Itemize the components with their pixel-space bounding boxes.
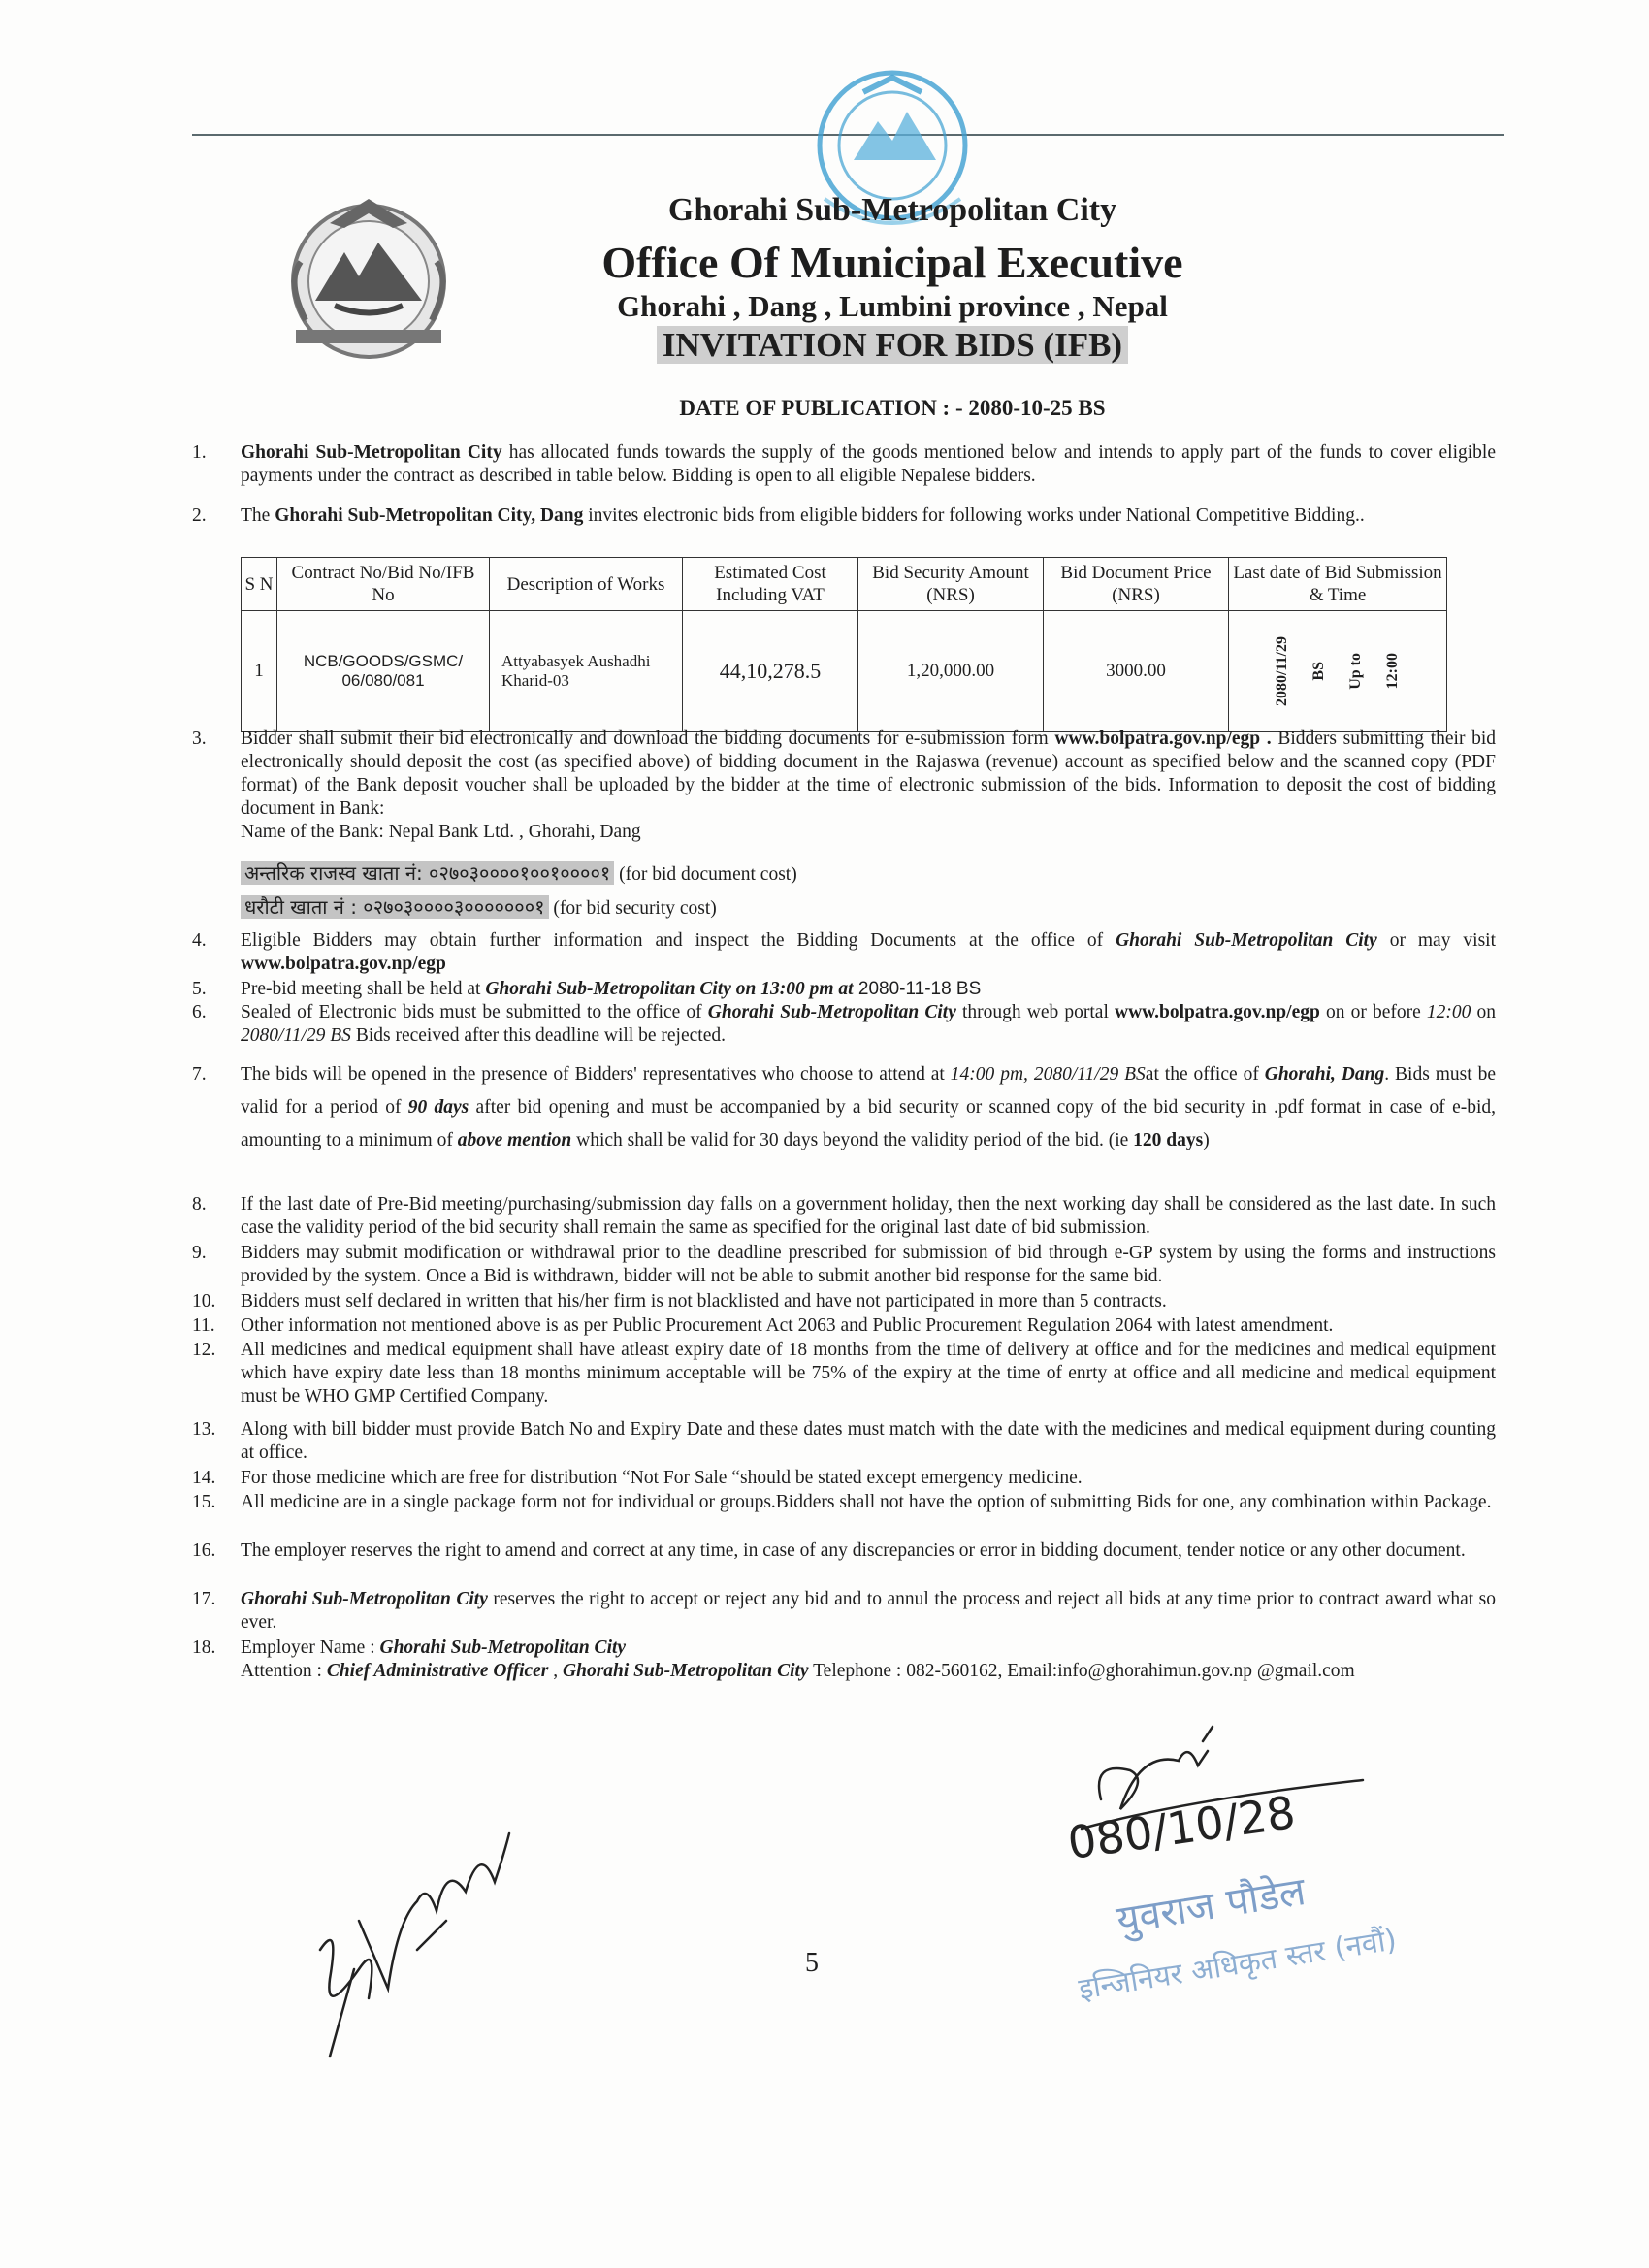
item-14: For those medicine which are free for distribution “Not For Sale “should be stated except emergency medicine. (241, 1468, 1083, 1488)
item-13: Along with bill bidder must provide Batch No and Expiry Date and these dates must match with the date with the medicines and medical equipment during counting at office. (241, 1419, 1496, 1463)
stamp-name: युवराज पौडेल (1114, 1868, 1309, 1944)
header-address: Ghorahi , Dang , Lumbini province , Nepal (617, 289, 1168, 323)
item-number: 8. (192, 1194, 207, 1215)
item-number: 4. (192, 930, 207, 951)
col-sn: S N (242, 558, 277, 611)
signature-left-icon (301, 1804, 524, 2066)
item-number: 13. (192, 1419, 216, 1440)
item-number: 2. (192, 505, 207, 526)
item-number: 5. (192, 979, 207, 999)
item-number: 10. (192, 1291, 216, 1312)
col-contract: Contract No/Bid No/IFB No (277, 558, 490, 611)
cell-sn: 1 (242, 611, 277, 732)
table-header-row (242, 558, 1447, 611)
lastdate-time: 12:00 (1384, 653, 1401, 690)
page-number: 5 (805, 1948, 819, 1978)
cell-lastdate (1229, 611, 1447, 732)
item-16: The employer reserves the right to amend and correct at any time, in case of any discrepancies or error in bidding document, tender notice or any other document. (241, 1540, 1466, 1561)
col-lastdate: Last date of Bid Submission & Time (1229, 558, 1447, 611)
item-5: Pre-bid meeting shall be held at Ghorahi Sub-Metropolitan City on 13:00 pm at 2080-11-18 BS (241, 979, 982, 999)
item-8: If the last date of Pre-Bid meeting/purchasing/submission day falls on a government holiday, then the next working day shall be considered as the last date. In such case the validity period of the bid security shall remain the same as specified for the original last date of bid submission. (241, 1194, 1496, 1238)
item-number: 9. (192, 1243, 207, 1263)
item-number: 15. (192, 1492, 216, 1512)
item-number: 18. (192, 1637, 216, 1658)
item-number: 12. (192, 1340, 216, 1360)
cell-description: Attyabasyek Aushadhi Kharid-03 (490, 611, 683, 732)
cell-cost: 44,10,278.5 (683, 611, 858, 732)
cell-price: 3000.00 (1044, 611, 1229, 732)
item-number: 6. (192, 1002, 207, 1022)
item-15: All medicine are in a single package form not for individual or groups.Bidders shall not have the option of submitting Bids for one, any combination within Package. (241, 1492, 1492, 1512)
item-10: Bidders must self declared in written that his/her firm is not blacklisted and have not participated in more than 5 contracts. (241, 1291, 1167, 1312)
bid-table (241, 557, 1447, 732)
lastdate-date: 2080/11/29 (1274, 635, 1290, 706)
signature-date: 080/10/28 (1064, 1785, 1299, 1870)
item-11: Other information not mentioned above is as per Public Procurement Act 2063 and Public Procurement Regulation 2064 with latest amendment. (241, 1315, 1334, 1336)
lastdate-upto: Up to (1347, 653, 1364, 690)
publication-date: DATE OF PUBLICATION : - 2080-10-25 BS (679, 396, 1106, 420)
col-price: Bid Document Price (NRS) (1044, 558, 1229, 611)
table-row (242, 611, 1447, 732)
stamp-designation: इन्जिनियर अधिकृत स्तर (नवौं) (1076, 1923, 1400, 2007)
item-2: The Ghorahi Sub-Metropolitan City, Dang invites electronic bids from eligible bidders for following works under National Competitive Bidding.. (241, 505, 1365, 526)
header-ifb-title: INVITATION FOR BIDS (IFB) (407, 326, 1377, 365)
cell-security: 1,20,000.00 (858, 611, 1044, 732)
lastdate-bs: BS (1310, 662, 1327, 681)
item-3: Bidder shall submit their bid electronically and download the bidding documents for e-submission form www.bolpatra.gov.np/egp . Bidders submitting their bid electronically should deposit the cost (as specified above) of bidding document in the Rajaswa (revenue) account as specified below and the scanned copy (PDF format) of the Bank deposit voucher shall be uploaded by the bidder at the time of electronic submission of the bids. Information to deposit the cost of bidding document in Bank: Name of the Bank: Nepal Bank Ltd. , Ghorahi, Dang (241, 729, 1496, 842)
item-1: Ghorahi Sub-Metropolitan City has allocated funds towards the supply of the goods mentioned below and intends to apply part of the funds to cover eligible payments under the contract as described in table below. Bidding is open to all eligible Nepalese bidders. (241, 442, 1497, 486)
item-9: Bidders may submit modification or withdrawal prior to the deadline prescribed for submission of bid through e-GP system by using the forms and instructions provided by the system. Once a Bid is withdrawn, bidder will not be able to submit another bid response for the same bid. (241, 1243, 1496, 1286)
col-description: Description of Works (490, 558, 683, 611)
item-4: Eligible Bidders may obtain further information and inspect the Bidding Documents at the office of Ghorahi Sub-Metropolitan City or may visit www.bolpatra.gov.np/egp (241, 930, 1496, 974)
item-18: Employer Name : Ghorahi Sub-Metropolitan City Attention : Chief Administrative Officer , Ghorahi Sub-Metropolitan City Telephone : 082-560162, Email:info@ghorahimun.gov.np @gmail.com (241, 1637, 1355, 1681)
item-17: Ghorahi Sub-Metropolitan City reserves the right to accept or reject any bid and to annul the process and reject all bids at any time prior to contract award what so ever. (241, 1589, 1496, 1633)
header-office: Office Of Municipal Executive (601, 238, 1183, 287)
item-12: All medicines and medical equipment shall have atleast expiry date of 18 months from the time of delivery at office and for the medicines and medical equipment which have expiry date less than 18 months minimum acceptable will be 75% of the expiry at the time of enrty at office and all medicine and medical equipment must be WHO GMP Certified Company. (241, 1340, 1496, 1407)
col-security: Bid Security Amount (NRS) (858, 558, 1044, 611)
item-6: Sealed of Electronic bids must be submitted to the office of Ghorahi Sub-Metropolitan City through web portal www.bolpatra.gov.np/egp on or before 12:00 on 2080/11/29 BS Bids received after this deadline will be rejected. (241, 1002, 1496, 1046)
item-number: 7. (192, 1064, 207, 1085)
item-7: The bids will be opened in the presence of Bidders' representatives who choose to attend at 14:00 pm, 2080/11/29 BSat the office of Ghorahi, Dang. Bids must be valid for a period of 90 days after bid opening and must be accompanied by a bid security or scanned copy of the bid security in .pdf format in case of e-bid, amounting to a minimum of above mention which shall be valid for 30 days beyond the validity period of the bid. (ie 120 days) (241, 1064, 1497, 1150)
cell-contract: NCB/GOODS/GSMC/ 06/080/081 (277, 611, 490, 732)
item-number: 14. (192, 1468, 216, 1488)
bank-account-security: धरौटी खाता नं : ०२७०३००००३०००००००१ (for bid security cost) (241, 893, 717, 920)
bank-account-revenue: अन्तरिक राजस्व खाता नं: ०२७०३००००१००१००००१ (for bid document cost) (241, 859, 797, 886)
col-cost: Estimated Cost Including VAT (683, 558, 858, 611)
item-number: 3. (192, 729, 207, 749)
item-number: 11. (192, 1315, 215, 1336)
header-city: Ghorahi Sub-Metropolitan City (667, 192, 1117, 228)
item-number: 1. (192, 442, 207, 463)
item-number: 17. (192, 1589, 216, 1609)
item-number: 16. (192, 1540, 216, 1561)
